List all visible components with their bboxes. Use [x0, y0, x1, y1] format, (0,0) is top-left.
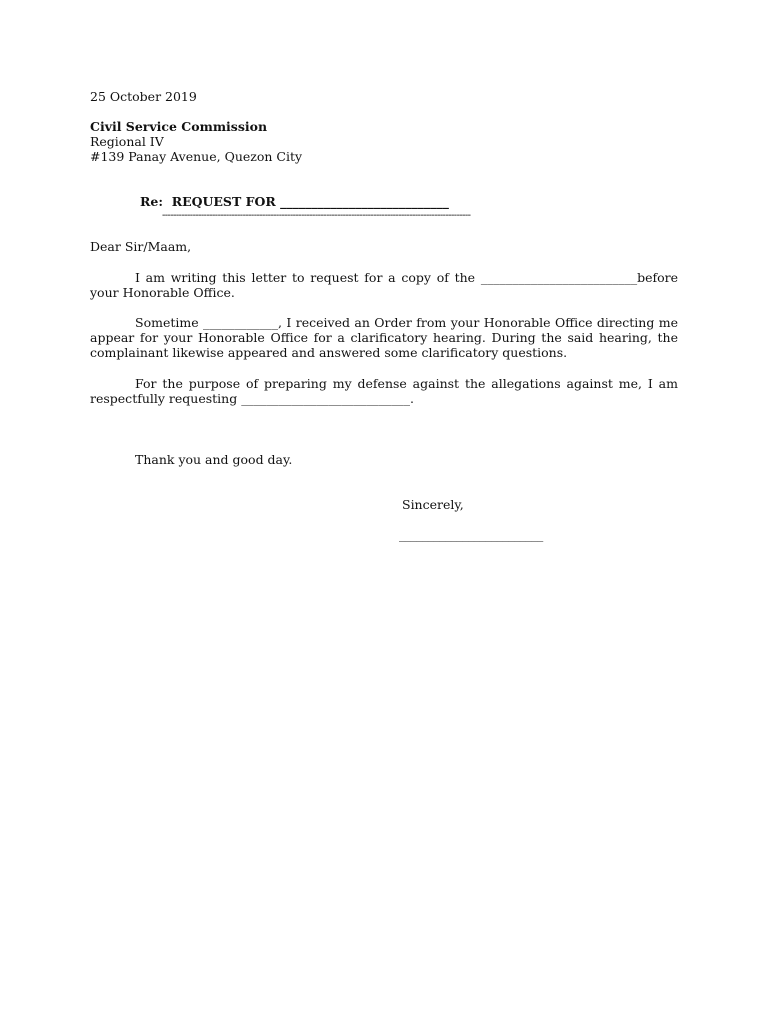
subject-separator: --------------------------------------------------------------------------------------------------------------- [162, 210, 471, 221]
subject-line [140, 194, 449, 209]
recipient-office: Regional IV [90, 134, 164, 149]
paragraph-2: Sometime ____________, I received an Order from your Honorable Office directing me appear for your Honorable Office for a clarificatory hearing. During the said hearing, the complainant likewise appeared and answered some clarificatory questions. [90, 315, 678, 360]
paragraph-1: I am writing this letter to request for a copy of the _________________________before your Honorable Office. [90, 270, 678, 300]
closing-line: Thank you and good day. [135, 452, 293, 467]
subject-text: REQUEST FOR ___________________________ [171, 194, 449, 209]
sign-off: Sincerely, [402, 497, 464, 512]
paragraph-3: For the purpose of preparing my defense against the allegations against me, I am respectfully requesting ___________________________. [90, 376, 678, 406]
signature-line: _________________________ [399, 527, 543, 542]
recipient-address: #139 Panay Avenue, Quezon City [90, 149, 303, 164]
letter-date: 25 October 2019 [90, 89, 197, 104]
recipient-name: Civil Service Commission [90, 119, 268, 134]
subject-prefix: Re: [140, 194, 163, 209]
salutation: Dear Sir/Maam, [90, 239, 192, 254]
